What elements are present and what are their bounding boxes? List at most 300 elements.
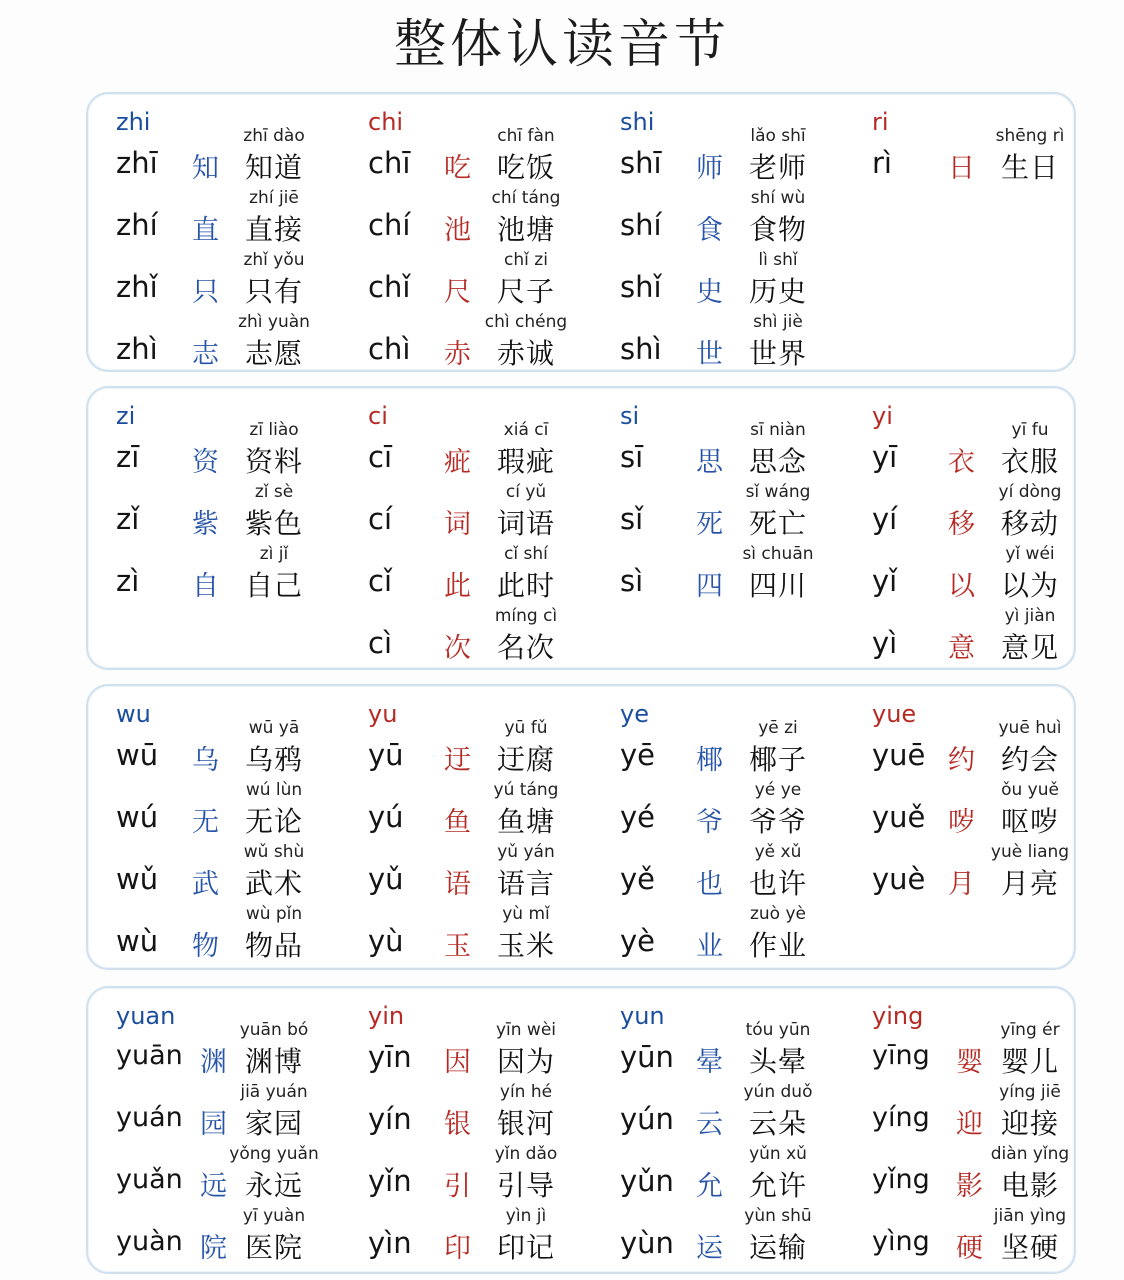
- syllable-pinyin: cì: [368, 626, 393, 660]
- example-word: 词语: [496, 507, 555, 540]
- example-word: 作业: [748, 929, 807, 962]
- syllable-character: 业: [696, 931, 723, 962]
- syllable-pinyin: yǐn: [368, 1164, 412, 1198]
- syllable-pinyin: chī: [368, 146, 411, 180]
- example-word: 资料: [244, 445, 303, 478]
- syllable-character: 也: [696, 869, 723, 900]
- syllable-character: 允: [696, 1171, 723, 1202]
- group-heading: yun: [620, 1002, 665, 1030]
- syllable-pinyin: cǐ: [368, 564, 393, 598]
- word-pinyin: sǐ wáng: [745, 482, 811, 502]
- syllable-pinyin: yuān: [116, 1040, 183, 1071]
- syllable-entry: [340, 1206, 586, 1268]
- syllable-entry: [592, 420, 838, 482]
- example-word: 也许: [748, 867, 807, 900]
- example-word: 世界: [748, 337, 807, 370]
- syllable-character: 爷: [696, 807, 723, 838]
- syllable-entry: [844, 126, 1090, 188]
- syllable-entry: [844, 780, 1090, 842]
- syllable-pinyin: yuǎn: [116, 1164, 183, 1195]
- group-heading: ri: [872, 108, 889, 136]
- syllable-character: 约: [948, 745, 975, 776]
- syllable-character: 疵: [444, 447, 471, 478]
- syllable-entry: [844, 482, 1090, 544]
- syllable-pinyin: yìn: [368, 1226, 412, 1260]
- syllable-character: 因: [444, 1047, 471, 1078]
- example-word: 印记: [496, 1231, 555, 1264]
- syllable-entry: [844, 1082, 1090, 1144]
- word-pinyin: yīng ér: [1000, 1020, 1060, 1040]
- example-word: 永远: [244, 1169, 303, 1202]
- syllable-entry: [592, 544, 838, 606]
- example-word: 食物: [748, 213, 807, 246]
- syllable-entry: [592, 126, 838, 188]
- word-pinyin: yún duǒ: [743, 1082, 813, 1102]
- word-pinyin: sì chuān: [742, 544, 814, 564]
- syllable-character: 月: [948, 869, 975, 900]
- word-pinyin: lì shǐ: [758, 250, 798, 270]
- syllable-character: 远: [200, 1171, 227, 1202]
- syllable-entry: [88, 312, 334, 374]
- syllable-character: 此: [444, 571, 471, 602]
- syllable-entry: [592, 842, 838, 904]
- syllable-pinyin: yù: [368, 924, 404, 958]
- syllable-entry: [88, 126, 334, 188]
- word-pinyin: zuò yè: [749, 904, 807, 924]
- example-word: 头晕: [748, 1045, 807, 1078]
- example-word: 运输: [748, 1231, 807, 1264]
- syllable-group: [844, 94, 1090, 370]
- word-pinyin: zī liào: [249, 420, 299, 440]
- syllable-pinyin: wū: [116, 738, 159, 772]
- example-word: 尺子: [496, 275, 555, 308]
- word-pinyin: yuān bó: [239, 1020, 309, 1040]
- word-pinyin: zhì yuàn: [238, 312, 310, 332]
- group-heading: yi: [872, 402, 893, 430]
- syllable-entry: [844, 420, 1090, 482]
- word-pinyin: cǐ shí: [504, 544, 548, 564]
- syllable-pinyin: yín: [368, 1102, 412, 1136]
- word-pinyin: zhǐ yǒu: [243, 250, 305, 270]
- word-pinyin: yùn shū: [744, 1206, 812, 1226]
- syllable-pinyin: yè: [620, 924, 656, 958]
- syllable-character: 以: [948, 571, 975, 602]
- syllable-entry: [88, 1082, 334, 1144]
- syllable-character: 自: [192, 571, 219, 602]
- word-pinyin: yī fu: [1011, 420, 1049, 440]
- syllable-character: 乌: [192, 745, 219, 776]
- syllable-entry: [340, 188, 586, 250]
- syllable-entry: [592, 1020, 838, 1082]
- example-word: 移动: [1000, 507, 1059, 540]
- syllable-character: 食: [696, 215, 723, 246]
- group-heading: ying: [872, 1002, 924, 1030]
- example-word: 只有: [244, 275, 303, 308]
- syllable-character: 世: [696, 339, 723, 370]
- syllable-character: 银: [444, 1109, 471, 1140]
- syllable-entry: [844, 606, 1090, 668]
- syllable-group: [340, 94, 586, 370]
- word-pinyin: yē zi: [758, 718, 798, 738]
- syllable-entry: [592, 188, 838, 250]
- syllable-character: 次: [444, 633, 471, 664]
- syllable-character: 椰: [696, 745, 723, 776]
- syllable-character: 影: [956, 1171, 983, 1202]
- syllable-pinyin: chì: [368, 332, 411, 366]
- example-word: 电影: [1000, 1169, 1059, 1202]
- syllable-pinyin: yīng: [872, 1040, 930, 1071]
- word-pinyin: yǐn dǎo: [494, 1144, 558, 1164]
- syllable-character: 直: [192, 215, 219, 246]
- syllable-entry: [592, 1144, 838, 1206]
- syllable-group: [592, 94, 838, 370]
- word-pinyin: yín hé: [499, 1082, 553, 1102]
- syllable-pinyin: cī: [368, 440, 393, 474]
- syllable-entry: [340, 1020, 586, 1082]
- group-heading: shi: [620, 108, 655, 136]
- syllable-character: 婴: [956, 1047, 983, 1078]
- example-word: 思念: [748, 445, 807, 478]
- syllable-entry: [340, 126, 586, 188]
- syllable-character: 运: [696, 1233, 723, 1264]
- example-word: 因为: [496, 1045, 555, 1078]
- syllable-entry: [88, 544, 334, 606]
- syllable-entry: [88, 1144, 334, 1206]
- syllable-pinyin: yì: [872, 626, 898, 660]
- syllable-pinyin: yuán: [116, 1102, 183, 1133]
- word-pinyin: yù mǐ: [502, 904, 550, 924]
- syllable-pinyin: chí: [368, 208, 411, 242]
- syllable-character: 紫: [192, 509, 219, 540]
- syllable-entry: [592, 718, 838, 780]
- syllable-entry: [340, 544, 586, 606]
- syllable-character: 晕: [696, 1047, 723, 1078]
- example-word: 无论: [244, 805, 303, 838]
- syllable-entry: [844, 842, 1090, 904]
- syllable-pinyin: yǔ: [368, 862, 404, 896]
- syllable-pinyin: yuè: [872, 862, 926, 896]
- word-pinyin: cí yǔ: [505, 482, 547, 502]
- word-pinyin: wǔ shù: [243, 842, 305, 862]
- syllable-entry: [88, 250, 334, 312]
- syllable-group: [340, 388, 586, 668]
- syllable-group: [340, 988, 586, 1272]
- example-word: 迂腐: [496, 743, 555, 776]
- word-pinyin: diàn yǐng: [990, 1144, 1070, 1164]
- example-word: 吃饭: [496, 151, 555, 184]
- syllable-character: 日: [948, 153, 975, 184]
- word-pinyin: wū yā: [248, 718, 300, 738]
- syllable-entry: [88, 1206, 334, 1268]
- example-word: 迎接: [1000, 1107, 1059, 1140]
- example-word: 医院: [244, 1231, 303, 1264]
- word-pinyin: jiān yìng: [993, 1206, 1067, 1226]
- example-word: 呕哕: [1000, 805, 1059, 838]
- syllable-entry: [88, 780, 334, 842]
- syllable-pinyin: yún: [620, 1102, 674, 1136]
- example-word: 渊博: [244, 1045, 303, 1078]
- syllable-entry: [88, 482, 334, 544]
- group-heading: yuan: [116, 1002, 176, 1030]
- word-pinyin: yuē huì: [998, 718, 1062, 738]
- syllable-character: 死: [696, 509, 723, 540]
- example-word: 椰子: [748, 743, 807, 776]
- syllable-character: 史: [696, 277, 723, 308]
- example-word: 四川: [748, 569, 807, 602]
- syllable-character: 印: [444, 1233, 471, 1264]
- syllable-character: 哕: [948, 807, 975, 838]
- group-heading: si: [620, 402, 640, 430]
- syllable-pinyin: wù: [116, 924, 159, 958]
- word-pinyin: yuè liang: [990, 842, 1070, 862]
- syllable-pinyin: yùn: [620, 1226, 674, 1260]
- syllable-entry: [340, 780, 586, 842]
- syllable-pinyin: yě: [620, 862, 656, 896]
- syllable-entry: [844, 718, 1090, 780]
- syllable-character: 词: [444, 509, 471, 540]
- syllable-pinyin: yuàn: [116, 1226, 183, 1257]
- syllable-group: [88, 94, 334, 370]
- word-pinyin: shì jiè: [753, 312, 803, 332]
- syllable-entry: [88, 1020, 334, 1082]
- page-title: 整体认读音节: [393, 15, 730, 75]
- syllable-pinyin: zǐ: [116, 502, 140, 536]
- syllable-character: 只: [192, 277, 219, 308]
- example-word: 此时: [496, 569, 555, 602]
- word-pinyin: wù pǐn: [245, 904, 303, 924]
- word-pinyin: zhí jiē: [249, 188, 299, 208]
- word-pinyin: yǔn xǔ: [749, 1144, 807, 1164]
- word-pinyin: yī yuàn: [242, 1206, 306, 1226]
- word-pinyin: chī fàn: [497, 126, 555, 146]
- word-pinyin: shí wù: [750, 188, 806, 208]
- syllable-pinyin: shì: [620, 332, 662, 366]
- example-word: 以为: [1000, 569, 1059, 602]
- syllable-pinyin: zhì: [116, 332, 158, 366]
- syllable-character: 知: [192, 153, 219, 184]
- syllable-pinyin: yuě: [872, 800, 926, 834]
- word-pinyin: shēng rì: [995, 126, 1065, 146]
- syllable-character: 园: [200, 1109, 227, 1140]
- example-word: 意见: [1000, 631, 1059, 664]
- example-word: 婴儿: [1000, 1045, 1059, 1078]
- syllable-character: 志: [192, 339, 219, 370]
- syllable-pinyin: wú: [116, 800, 159, 834]
- syllable-character: 渊: [200, 1047, 227, 1078]
- syllable-group: [592, 686, 838, 968]
- syllable-entry: [340, 606, 586, 668]
- syllable-pinyin: yé: [620, 800, 656, 834]
- syllable-group: [592, 388, 838, 668]
- syllable-entry: [340, 250, 586, 312]
- syllable-character: 吃: [444, 153, 471, 184]
- syllable-character: 迂: [444, 745, 471, 776]
- word-pinyin: tóu yūn: [745, 1020, 811, 1040]
- syllable-entry: [592, 780, 838, 842]
- syllable-pinyin: sī: [620, 440, 644, 474]
- syllable-pinyin: yǐng: [872, 1164, 930, 1195]
- example-word: 历史: [748, 275, 807, 308]
- syllable-pinyin: yū: [368, 738, 404, 772]
- syllable-group: [88, 686, 334, 968]
- word-pinyin: jiā yuán: [240, 1082, 308, 1102]
- example-word: 直接: [244, 213, 303, 246]
- word-pinyin: yé ye: [754, 780, 802, 800]
- syllable-entry: [340, 420, 586, 482]
- word-pinyin: yīn wèi: [495, 1020, 557, 1040]
- example-word: 死亡: [748, 507, 807, 540]
- example-word: 鱼塘: [496, 805, 555, 838]
- syllable-character: 师: [696, 153, 723, 184]
- syllable-pinyin: zhǐ: [116, 270, 158, 304]
- word-pinyin: yíng jiē: [999, 1082, 1061, 1102]
- syllable-pinyin: zhí: [116, 208, 158, 242]
- word-pinyin: yǒng yuǎn: [229, 1144, 319, 1164]
- example-word: 瑕疵: [496, 445, 555, 478]
- syllable-panel: [86, 986, 1076, 1274]
- syllable-group: [844, 388, 1090, 668]
- example-word: 乌鸦: [244, 743, 303, 776]
- syllable-group: [844, 988, 1090, 1272]
- example-word: 衣服: [1000, 445, 1059, 478]
- group-heading: ye: [620, 700, 649, 728]
- word-pinyin: yǐ wéi: [1005, 544, 1055, 564]
- example-word: 武术: [244, 867, 303, 900]
- group-heading: ci: [368, 402, 388, 430]
- syllable-group: [88, 988, 334, 1272]
- word-pinyin: yìn jì: [505, 1206, 547, 1226]
- example-word: 志愿: [244, 337, 303, 370]
- group-heading: yu: [368, 700, 398, 728]
- syllable-character: 硬: [956, 1233, 983, 1264]
- syllable-entry: [844, 1020, 1090, 1082]
- syllable-entry: [340, 718, 586, 780]
- syllable-group: [88, 388, 334, 668]
- syllable-entry: [592, 250, 838, 312]
- syllable-character: 武: [192, 869, 219, 900]
- syllable-entry: [340, 482, 586, 544]
- syllable-entry: [88, 188, 334, 250]
- syllable-pinyin: sǐ: [620, 502, 644, 536]
- syllable-pinyin: yǔn: [620, 1164, 674, 1198]
- syllable-pinyin: shǐ: [620, 270, 662, 304]
- syllable-character: 尺: [444, 277, 471, 308]
- syllable-character: 移: [948, 509, 975, 540]
- example-word: 知道: [244, 151, 303, 184]
- syllable-character: 玉: [444, 931, 471, 962]
- word-pinyin: chì chéng: [484, 312, 568, 332]
- example-word: 玉米: [496, 929, 555, 962]
- word-pinyin: yí dòng: [998, 482, 1062, 502]
- syllable-entry: [592, 482, 838, 544]
- syllable-pinyin: rì: [872, 146, 892, 180]
- syllable-pinyin: sì: [620, 564, 644, 598]
- example-word: 家园: [244, 1107, 303, 1140]
- word-pinyin: zì jǐ: [259, 544, 289, 564]
- syllable-pinyin: zhī: [116, 146, 158, 180]
- example-word: 老师: [748, 151, 807, 184]
- syllable-pinyin: yíng: [872, 1102, 930, 1133]
- word-pinyin: ǒu yuě: [1001, 780, 1059, 800]
- syllable-entry: [592, 1206, 838, 1268]
- syllable-pinyin: chǐ: [368, 270, 411, 304]
- word-pinyin: zhī dào: [243, 126, 305, 146]
- example-word: 赤诚: [496, 337, 555, 370]
- word-pinyin: míng cì: [494, 606, 558, 626]
- syllable-character: 赤: [444, 339, 471, 370]
- syllable-character: 衣: [948, 447, 975, 478]
- group-heading: wu: [116, 700, 151, 728]
- example-word: 云朵: [748, 1107, 807, 1140]
- word-pinyin: chǐ zi: [504, 250, 548, 270]
- word-pinyin: lǎo shī: [750, 126, 806, 146]
- syllable-pinyin: wǔ: [116, 862, 159, 896]
- example-word: 约会: [1000, 743, 1059, 776]
- example-word: 生日: [1000, 151, 1059, 184]
- syllable-character: 四: [696, 571, 723, 602]
- syllable-pinyin: yē: [620, 738, 656, 772]
- word-pinyin: yì jiàn: [1004, 606, 1056, 626]
- word-pinyin: yě xǔ: [754, 842, 802, 862]
- syllable-character: 迎: [956, 1109, 983, 1140]
- example-word: 池塘: [496, 213, 555, 246]
- word-pinyin: xiá cī: [503, 420, 549, 440]
- example-word: 银河: [496, 1107, 555, 1140]
- example-word: 紫色: [244, 507, 303, 540]
- syllable-pinyin: cí: [368, 502, 393, 536]
- syllable-character: 池: [444, 215, 471, 246]
- word-pinyin: yū fǔ: [504, 718, 548, 738]
- syllable-pinyin: shí: [620, 208, 662, 242]
- syllable-character: 意: [948, 633, 975, 664]
- syllable-entry: [844, 1206, 1090, 1268]
- group-heading: zhi: [116, 108, 151, 136]
- syllable-character: 院: [200, 1233, 227, 1264]
- syllable-panel: [86, 684, 1076, 970]
- group-heading: zi: [116, 402, 136, 430]
- group-heading: chi: [368, 108, 404, 136]
- syllable-entry: [88, 718, 334, 780]
- syllable-pinyin: zì: [116, 564, 140, 598]
- syllable-character: 鱼: [444, 807, 471, 838]
- syllable-entry: [340, 1144, 586, 1206]
- syllable-pinyin: yú: [368, 800, 404, 834]
- group-heading: yue: [872, 700, 917, 728]
- syllable-pinyin: shī: [620, 146, 662, 180]
- syllable-character: 云: [696, 1109, 723, 1140]
- syllable-entry: [340, 842, 586, 904]
- group-heading: yin: [368, 1002, 405, 1030]
- syllable-entry: [592, 1082, 838, 1144]
- syllable-character: 资: [192, 447, 219, 478]
- example-word: 爷爷: [748, 805, 807, 838]
- syllable-pinyin: yìng: [872, 1226, 930, 1257]
- syllable-entry: [88, 842, 334, 904]
- syllable-pinyin: yǐ: [872, 564, 898, 598]
- word-pinyin: yú táng: [493, 780, 559, 800]
- syllable-pinyin: yīn: [368, 1040, 412, 1074]
- syllable-entry: [340, 1082, 586, 1144]
- syllable-pinyin: yūn: [620, 1040, 674, 1074]
- word-pinyin: sī niàn: [750, 420, 806, 440]
- example-word: 物品: [244, 929, 303, 962]
- syllable-entry: [88, 420, 334, 482]
- word-pinyin: wú lùn: [245, 780, 303, 800]
- syllable-entry: [340, 312, 586, 374]
- syllable-pinyin: yuē: [872, 738, 926, 772]
- syllable-character: 语: [444, 869, 471, 900]
- word-pinyin: yǔ yán: [497, 842, 555, 862]
